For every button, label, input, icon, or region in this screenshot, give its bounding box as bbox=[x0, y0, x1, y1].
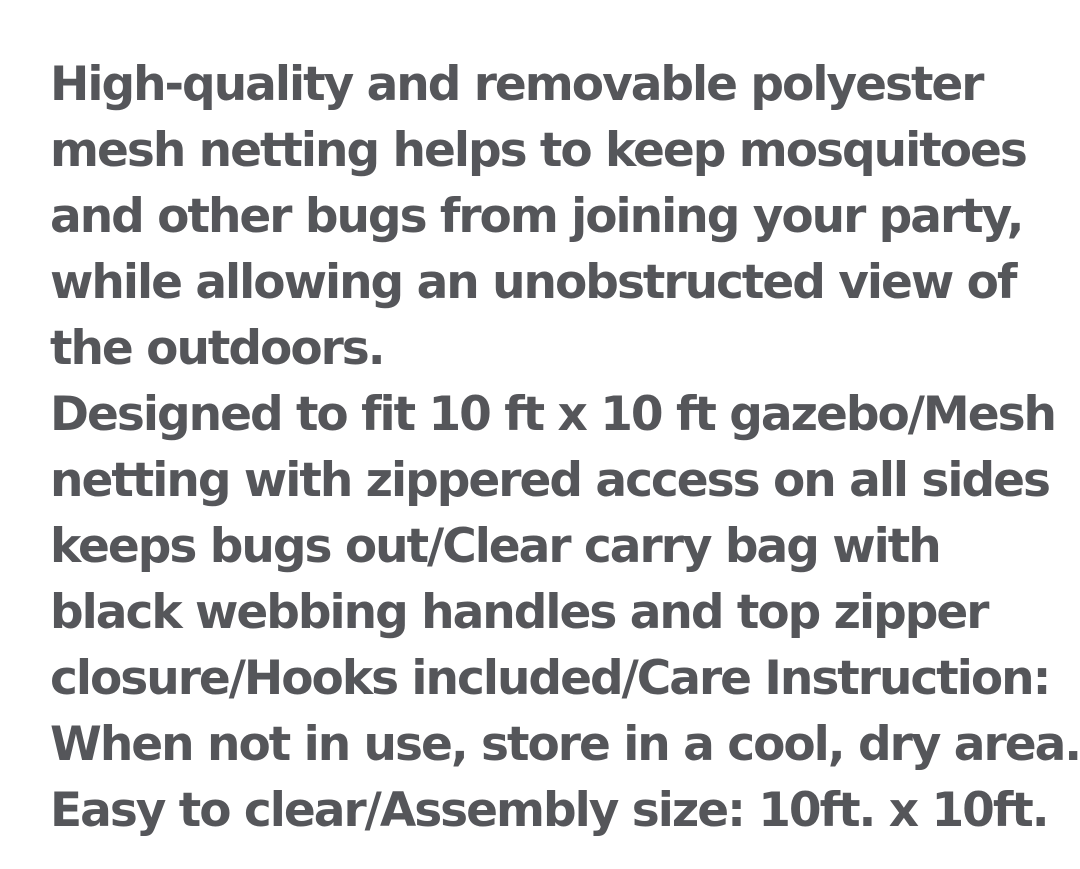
description-line: High-quality and removable polyester bbox=[50, 57, 983, 112]
description-line: keeps bugs out/Clear carry bag with bbox=[50, 519, 940, 574]
description-line: When not in use, store in a cool, dry area. bbox=[50, 717, 1080, 772]
description-line: netting with zippered access on all sides bbox=[50, 453, 1049, 508]
description-line: while allowing an unobstructed view of bbox=[50, 255, 1016, 310]
description-line: Designed to fit 10 ft x 10 ft gazebo/Mesh bbox=[50, 387, 1056, 442]
description-line: closure/Hooks included/Care Instruction: bbox=[50, 651, 1050, 706]
description-line: black webbing handles and top zipper bbox=[50, 585, 988, 640]
description-paragraph-2 bbox=[50, 382, 1080, 844]
description-line: the outdoors. bbox=[50, 321, 384, 376]
description-line: mesh netting helps to keep mosquitoes bbox=[50, 123, 1026, 178]
description-line: Easy to clear/Assembly size: 10ft. x 10ft. bbox=[50, 783, 1048, 838]
description-paragraph-1 bbox=[50, 52, 1060, 382]
product-description bbox=[50, 52, 1080, 844]
description-line: and other bugs from joining your party, bbox=[50, 189, 1023, 244]
